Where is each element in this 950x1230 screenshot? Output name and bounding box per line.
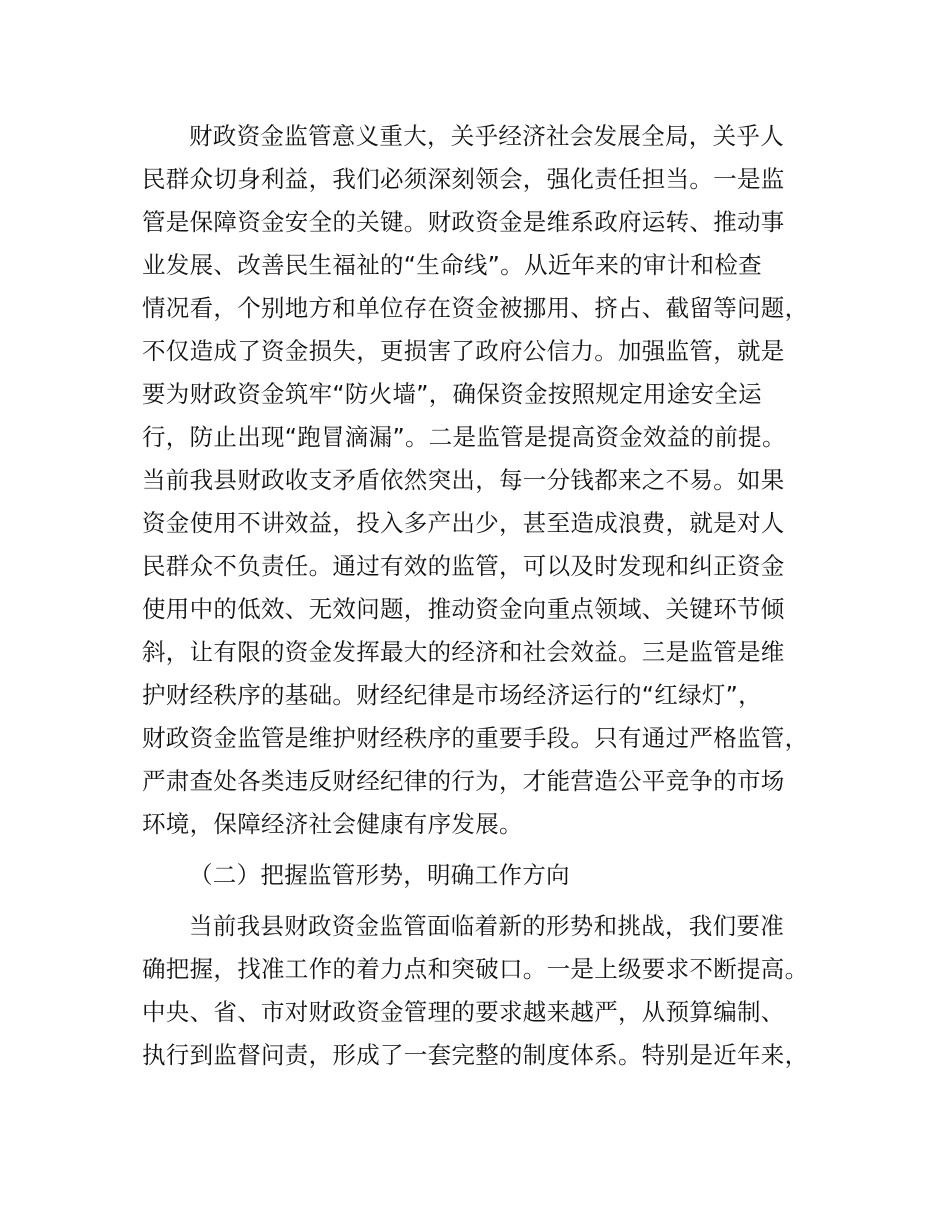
- paragraph-1-line-10: 资金使用不讲效益，投入多产出少，甚至造成浪费，就是对人: [142, 509, 785, 537]
- paragraph-1-line-8: 行，防止出现“跑冒滴漏”。二是监管是提高资金效益的前提。: [142, 423, 786, 451]
- paragraph-2-line-4: 执行到监督问责，形成了一套完整的制度体系。特别是近年来，: [142, 1041, 809, 1069]
- paragraph-1-line-4: 业发展、改善民生福祉的“生命线”。从近年来的审计和检查: [142, 251, 762, 279]
- paragraph-1-line-15: 财政资金监管是维护财经秩序的重要手段。只有通过严格监管，: [142, 724, 809, 752]
- paragraph-1-line-5: 情况看，个别地方和单位存在资金被挪用、挤占、截留等问题，: [142, 294, 809, 322]
- paragraph-1-line-12: 使用中的低效、无效问题，推动资金向重点领域、关键环节倾: [142, 595, 785, 623]
- paragraph-1-line-16: 严肃查处各类违反财经纪律的行为，才能营造公平竞争的市场: [142, 767, 785, 795]
- paragraph-2-line-2: 确把握，找准工作的着力点和突破口。一是上级要求不断提高。: [142, 955, 809, 983]
- paragraph-2-line-1: 当前我县财政资金监管面临着新的形势和挑战，我们要准: [189, 912, 784, 940]
- paragraph-1-line-14: 护财经秩序的基础。财经纪律是市场经济运行的“红绿灯”，: [142, 681, 762, 709]
- paragraph-1-line-9: 当前我县财政收支矛盾依然突出，每一分钱都来之不易。如果: [142, 466, 785, 494]
- paragraph-1-line-6: 不仅造成了资金损失，更损害了政府公信力。加强监管，就是: [142, 337, 785, 365]
- paragraph-1-line-2: 民群众切身利益，我们必须深刻领会，强化责任担当。一是监: [142, 165, 785, 193]
- paragraph-1-line-17: 环境，保障经济社会健康有序发展。: [142, 810, 523, 838]
- section-heading: （二）把握监管形势，明确工作方向: [189, 861, 570, 889]
- paragraph-2-line-3: 中央、省、市对财政资金管理的要求越来越严，从预算编制、: [142, 998, 785, 1026]
- paragraph-1-line-3: 管是保障资金安全的关键。财政资金是维系政府运转、推动事: [142, 208, 785, 236]
- paragraph-1-line-7: 要为财政资金筑牢“防火墙”，确保资金按照规定用途安全运: [142, 380, 762, 408]
- paragraph-1-line-11: 民群众不负责任。通过有效的监管，可以及时发现和纠正资金: [142, 552, 785, 580]
- paragraph-1-line-1: 财政资金监管意义重大，关乎经济社会发展全局，关乎人: [189, 122, 784, 150]
- paragraph-1-line-13: 斜，让有限的资金发挥最大的经济和社会效益。三是监管是维: [142, 638, 785, 666]
